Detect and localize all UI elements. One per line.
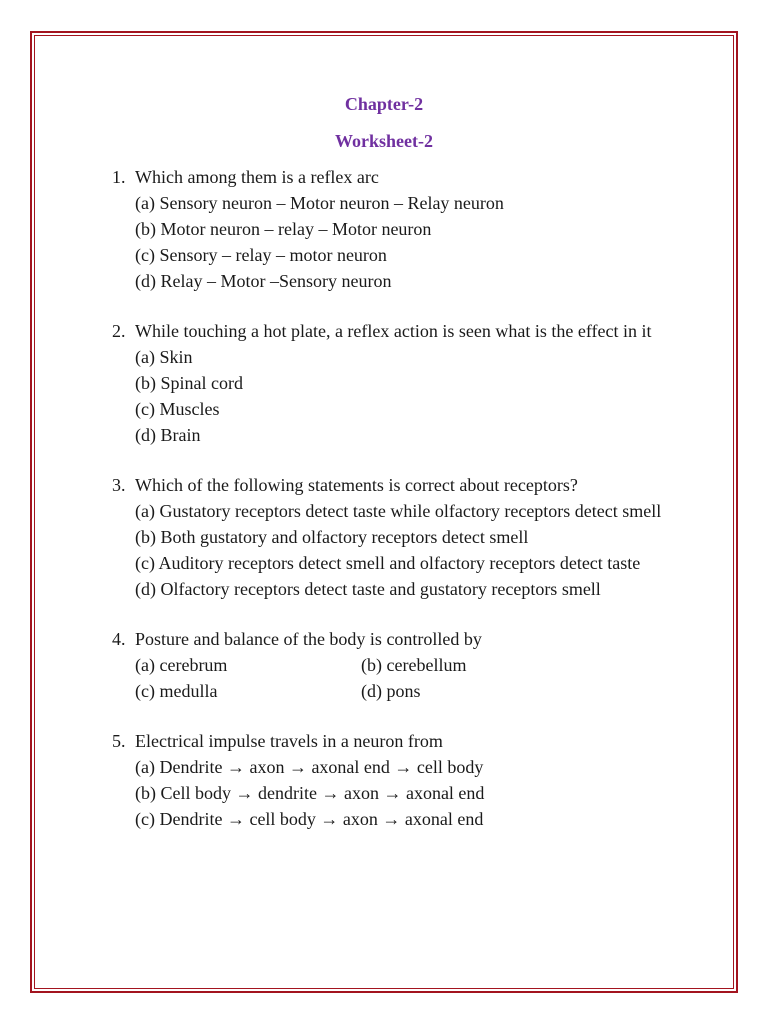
question-5 bbox=[112, 728, 692, 832]
option-d: (d) Olfactory receptors detect taste and gustatory receptors smell bbox=[135, 579, 601, 599]
option-b: (b) Spinal cord bbox=[135, 373, 243, 393]
question-text: Posture and balance of the body is controlled by bbox=[135, 629, 482, 649]
option-a: (a) Skin bbox=[135, 347, 193, 367]
question-text: Electrical impulse travels in a neuron from bbox=[135, 731, 443, 751]
option-c: (c) Auditory receptors detect smell and olfactory receptors detect taste bbox=[135, 553, 641, 573]
option-c: (c) medulla bbox=[135, 681, 218, 701]
question-4 bbox=[112, 626, 692, 704]
question-1 bbox=[112, 164, 692, 294]
option-a: (a) cerebrum bbox=[135, 655, 228, 675]
option-a: (a) Gustatory receptors detect taste while olfactory receptors detect smell bbox=[135, 501, 662, 521]
option-b: (b) Both gustatory and olfactory receptors detect smell bbox=[135, 527, 529, 547]
option-a: (a) Dendrite → axon → axonal end → cell body bbox=[135, 757, 484, 777]
question-text: While touching a hot plate, a reflex action is seen what is the effect in it bbox=[135, 321, 652, 341]
question-number: 3. bbox=[112, 475, 126, 495]
chapter-title: Chapter-2 bbox=[344, 94, 424, 114]
worksheet-title: Worksheet-2 bbox=[335, 131, 433, 151]
question-text: Which among them is a reflex arc bbox=[135, 167, 379, 187]
option-c: (c) Muscles bbox=[135, 399, 220, 419]
question-3 bbox=[112, 472, 692, 602]
question-number: 5. bbox=[112, 731, 126, 751]
options-grid bbox=[135, 652, 692, 704]
option-b: (b) Motor neuron – relay – Motor neuron bbox=[135, 219, 432, 239]
option-d: (d) Brain bbox=[135, 425, 201, 445]
question-number: 2. bbox=[112, 321, 126, 341]
question-list bbox=[112, 164, 692, 856]
question-text: Which of the following statements is correct about receptors? bbox=[135, 475, 578, 495]
option-d: (d) pons bbox=[361, 681, 421, 701]
question-number: 1. bbox=[112, 167, 126, 187]
option-c: (c) Dendrite → cell body → axon → axonal end bbox=[135, 809, 484, 829]
question-number: 4. bbox=[112, 629, 126, 649]
option-b: (b) cerebellum bbox=[361, 655, 467, 675]
option-b: (b) Cell body → dendrite → axon → axonal end bbox=[135, 783, 485, 803]
option-d: (d) Relay – Motor –Sensory neuron bbox=[135, 271, 392, 291]
question-2 bbox=[112, 318, 692, 448]
option-c: (c) Sensory – relay – motor neuron bbox=[135, 245, 387, 265]
option-a: (a) Sensory neuron – Motor neuron – Relay neuron bbox=[135, 193, 504, 213]
